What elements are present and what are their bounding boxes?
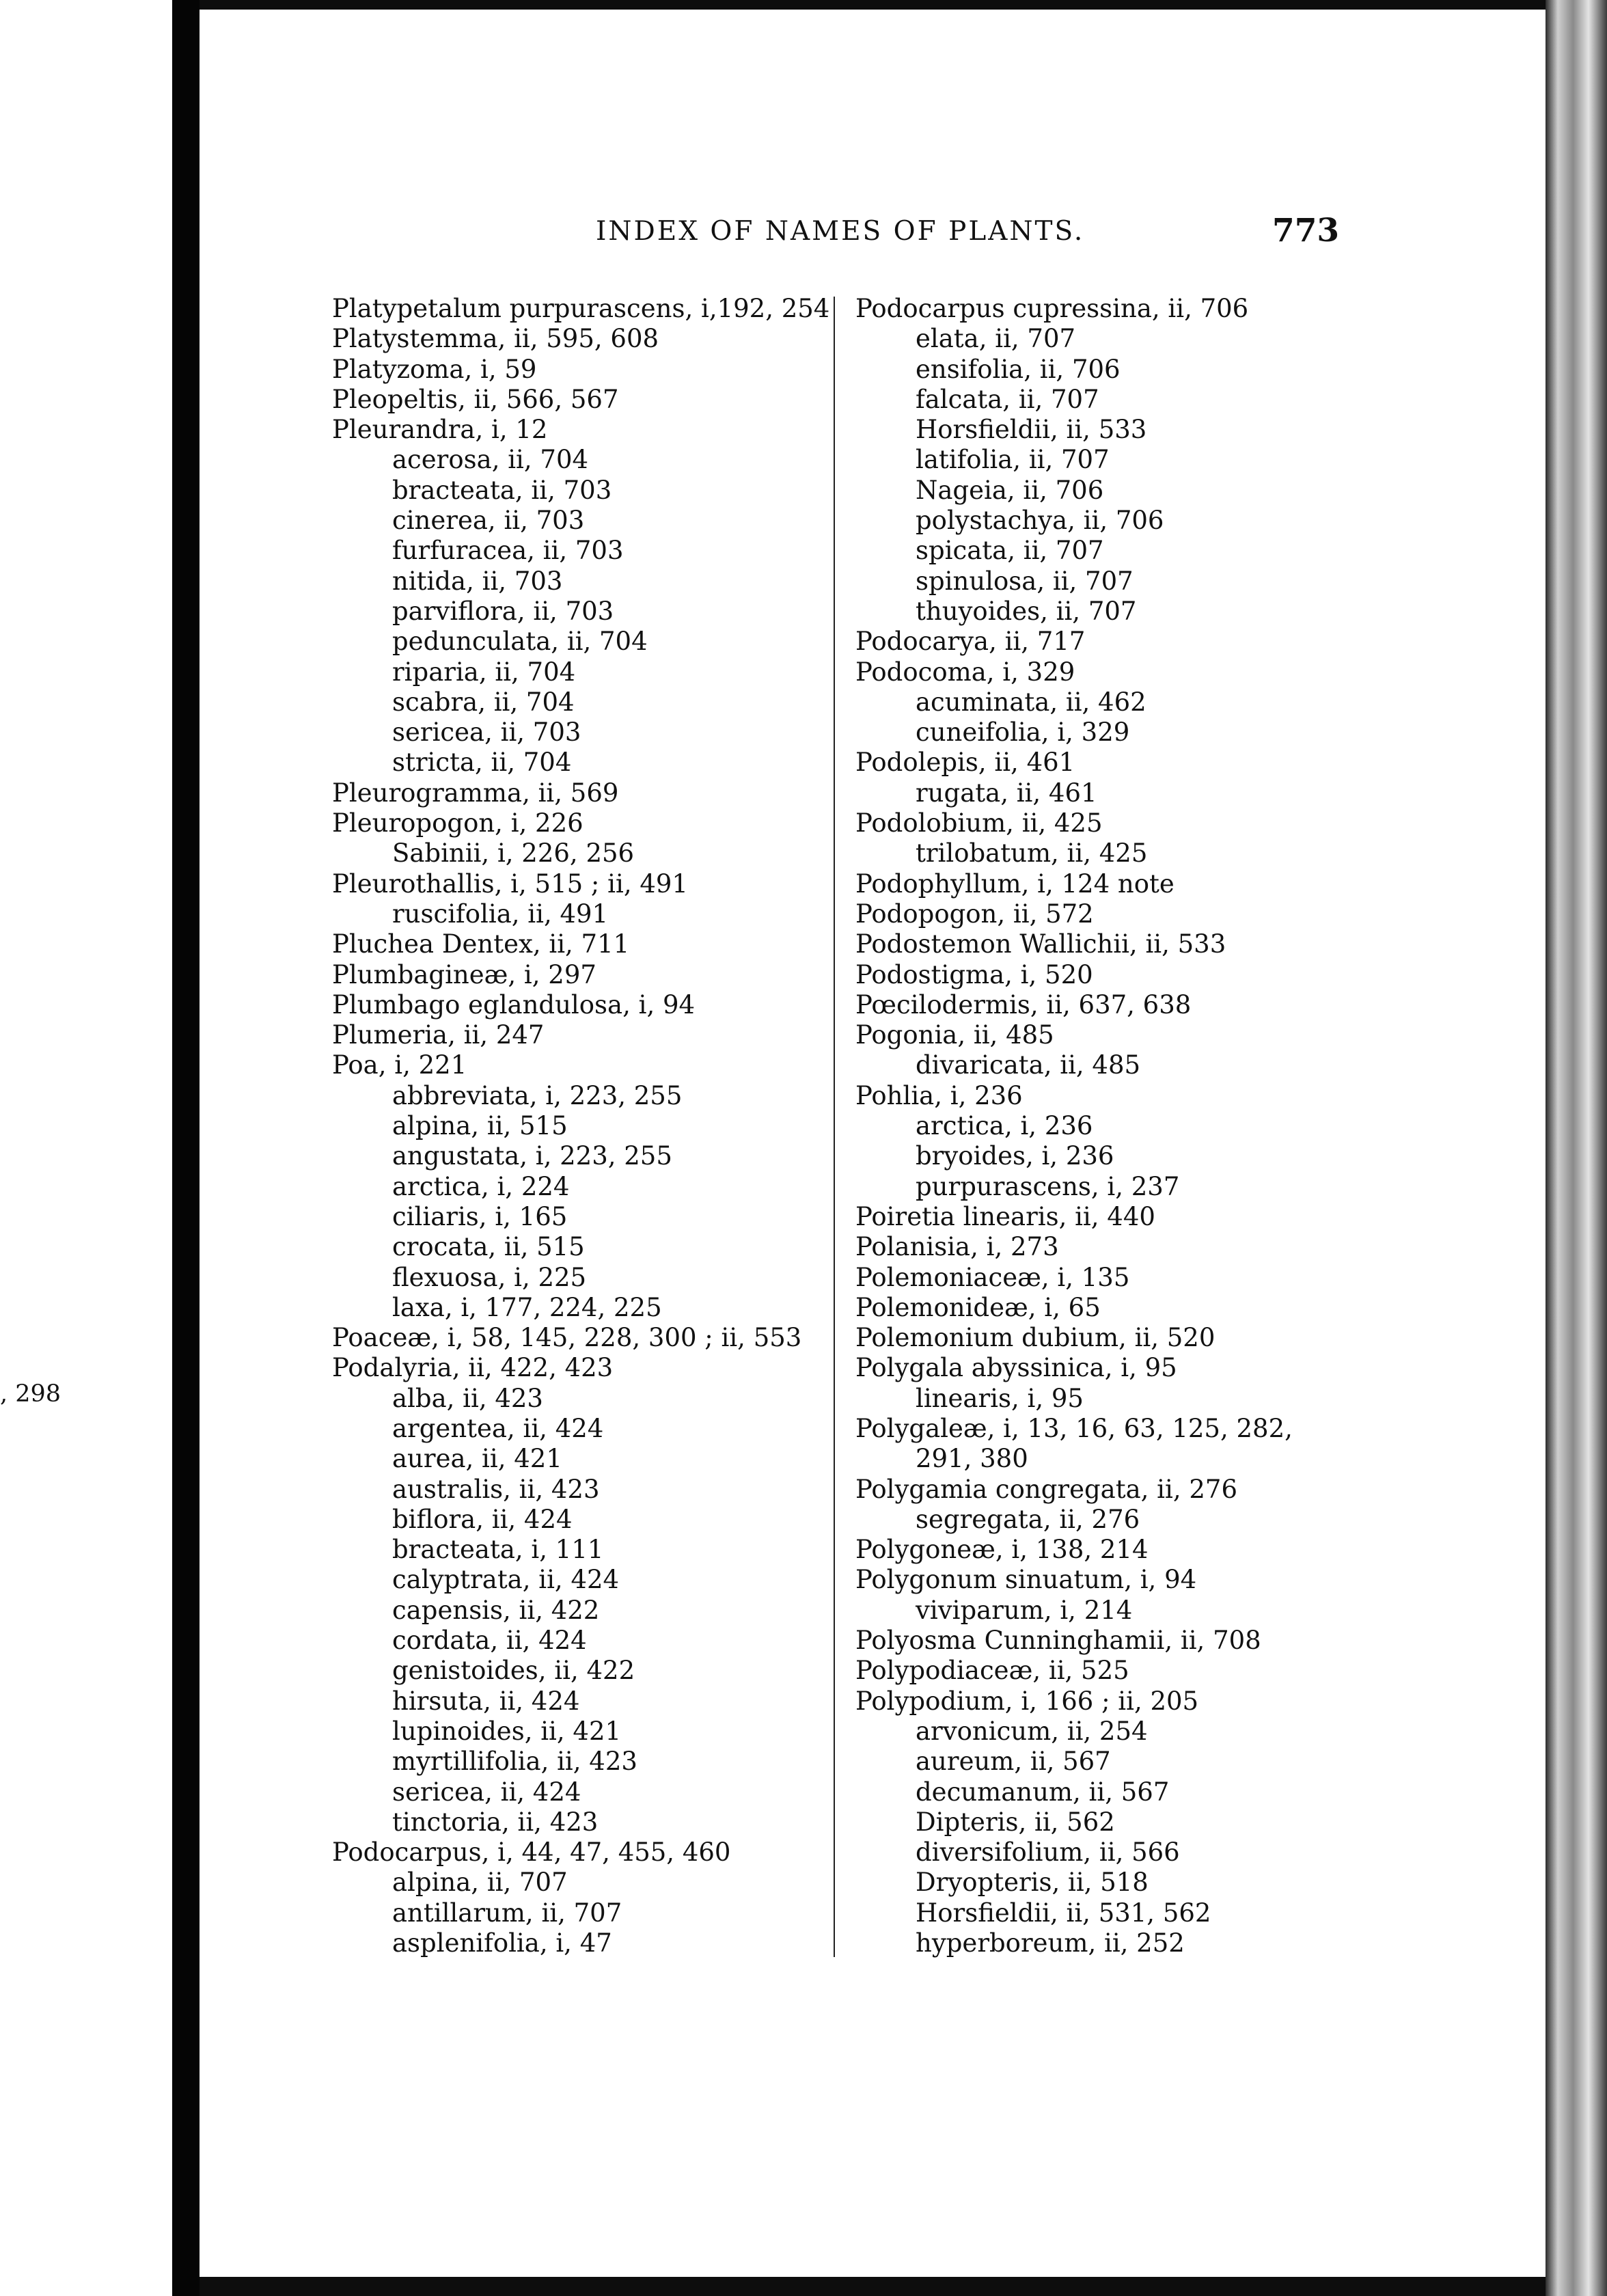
- index-subentry: cinerea, ii, 703: [392, 506, 585, 536]
- index-subentry: 291, 380: [916, 1444, 1028, 1474]
- index-entry: Polypodium, i, 166 ; ii, 205: [855, 1686, 1199, 1716]
- index-entry: Podocarpus, i, 44, 47, 455, 460: [332, 1837, 731, 1868]
- index-entry: Pleurogramma, ii, 569: [332, 778, 619, 808]
- index-subentry: flexuosa, i, 225: [392, 1262, 587, 1292]
- index-subentry: calyptrata, ii, 424: [392, 1565, 620, 1595]
- index-subentry: bracteata, i, 111: [392, 1535, 604, 1565]
- index-entry: Podalyria, ii, 422, 423: [332, 1353, 614, 1383]
- index-subentry: spicata, ii, 707: [916, 536, 1104, 566]
- index-subentry: sericea, ii, 424: [392, 1777, 581, 1807]
- index-subentry: decumanum, ii, 567: [916, 1777, 1170, 1807]
- index-entry: Plumbago eglandulosa, i, 94: [332, 989, 696, 1020]
- index-entry: Pohlia, i, 236: [855, 1080, 1023, 1110]
- index-entry: Poiretia linearis, ii, 440: [855, 1201, 1155, 1231]
- index-column-right: [855, 294, 1388, 1958]
- index-entry: Polygonum sinuatum, i, 94: [855, 1565, 1197, 1595]
- index-subentry: alpina, ii, 515: [392, 1111, 568, 1141]
- index-subentry: tinctoria, ii, 423: [392, 1807, 599, 1837]
- index-subentry: capensis, ii, 422: [392, 1595, 600, 1625]
- index-subentry: viviparum, i, 214: [916, 1595, 1133, 1625]
- facing-page: [0, 0, 172, 2296]
- index-subentry: arctica, i, 224: [392, 1171, 570, 1201]
- index-subentry: spinulosa, ii, 707: [916, 566, 1134, 596]
- index-subentry: ruscifolia, ii, 491: [392, 899, 609, 929]
- index-subentry: hyperboreum, ii, 252: [916, 1928, 1185, 1958]
- index-entry: Pleuropogon, i, 226: [332, 808, 583, 838]
- index-subentry: cuneifolia, i, 329: [916, 718, 1130, 748]
- index-entry: Polyosma Cunninghamii, ii, 708: [855, 1626, 1261, 1656]
- index-page: [200, 10, 1546, 2277]
- index-entry: Podostemon Wallichii, ii, 533: [855, 929, 1226, 959]
- index-entry: Podocoma, i, 329: [855, 657, 1075, 687]
- index-subentry: hirsuta, ii, 424: [392, 1686, 580, 1716]
- index-subentry: asplenifolia, i, 47: [392, 1928, 612, 1958]
- index-entry: Pleurandra, i, 12: [332, 415, 548, 445]
- index-entry: Poa, i, 221: [332, 1050, 467, 1080]
- page-edge: [1546, 0, 1607, 2296]
- index-subentry: aurea, ii, 421: [392, 1444, 562, 1474]
- index-entry: Podolepis, ii, 461: [855, 748, 1075, 778]
- index-subentry: riparia, ii, 704: [392, 657, 576, 687]
- index-subentry: antillarum, ii, 707: [392, 1898, 622, 1928]
- index-subentry: trilobatum, ii, 425: [916, 838, 1148, 869]
- index-subentry: alpina, ii, 707: [392, 1868, 568, 1898]
- index-subentry: latifolia, ii, 707: [916, 445, 1110, 475]
- index-subentry: crocata, ii, 515: [392, 1232, 585, 1262]
- index-subentry: divaricata, ii, 485: [916, 1050, 1141, 1080]
- index-entry: Polygamia congregata, ii, 276: [855, 1474, 1237, 1504]
- index-subentry: linearis, i, 95: [916, 1383, 1084, 1413]
- index-subentry: thuyoides, ii, 707: [916, 596, 1137, 626]
- index-entry: Polemoniaceæ, i, 135: [855, 1262, 1130, 1292]
- index-entry: Polygaleæ, i, 13, 16, 63, 125, 282,: [855, 1413, 1293, 1443]
- index-subentry: biflora, ii, 424: [392, 1504, 573, 1534]
- book-gutter: [172, 0, 200, 2296]
- index-entry: Podocarya, ii, 717: [855, 627, 1086, 657]
- index-subentry: myrtillifolia, ii, 423: [392, 1747, 637, 1777]
- index-subentry: bracteata, ii, 703: [392, 475, 612, 505]
- index-subentry: segregata, ii, 276: [916, 1504, 1140, 1534]
- index-subentry: lupinoides, ii, 421: [392, 1716, 622, 1746]
- index-entry: Pœcilodermis, ii, 637, 638: [855, 989, 1192, 1020]
- index-entry: Platypetalum purpurascens, i,192, 254: [332, 294, 830, 323]
- index-subentry: sericea, ii, 703: [392, 718, 581, 748]
- index-subentry: bryoides, i, 236: [916, 1141, 1114, 1171]
- index-entry: Polypodiaceæ, ii, 525: [855, 1656, 1129, 1686]
- index-entry: Polygoneæ, i, 138, 214: [855, 1535, 1149, 1565]
- index-subentry: arvonicum, ii, 254: [916, 1716, 1148, 1746]
- facing-page-fragment: , 298: [0, 1380, 61, 1408]
- index-subentry: cordata, ii, 424: [392, 1626, 587, 1656]
- index-entry: Plumeria, ii, 247: [332, 1020, 545, 1050]
- index-entry: Poaceæ, i, 58, 145, 228, 300 ; ii, 553: [332, 1323, 802, 1353]
- index-subentry: polystachya, ii, 706: [916, 506, 1164, 536]
- index-subentry: nitida, ii, 703: [392, 566, 563, 596]
- index-subentry: laxa, i, 177, 224, 225: [392, 1292, 662, 1322]
- index-subentry: scabra, ii, 704: [392, 687, 575, 717]
- page-number: 773: [1272, 212, 1340, 249]
- index-subentry: angustata, i, 223, 255: [392, 1141, 672, 1171]
- index-subentry: Dryopteris, ii, 518: [916, 1868, 1149, 1898]
- index-entry: Pogonia, ii, 485: [855, 1020, 1054, 1050]
- index-entry: Platyzoma, i, 59: [332, 354, 537, 384]
- index-entry: Polanisia, i, 273: [855, 1232, 1059, 1262]
- index-entry: Pleurothallis, i, 515 ; ii, 491: [332, 869, 688, 899]
- index-entry: Polemonideæ, i, 65: [855, 1292, 1101, 1322]
- index-subentry: ciliaris, i, 165: [392, 1201, 568, 1231]
- index-subentry: Dipteris, ii, 562: [916, 1807, 1115, 1837]
- index-subentry: Nageia, ii, 706: [916, 475, 1104, 505]
- index-subentry: elata, ii, 707: [916, 324, 1076, 354]
- index-subentry: australis, ii, 423: [392, 1474, 600, 1504]
- index-subentry: acerosa, ii, 704: [392, 445, 589, 475]
- index-subentry: arctica, i, 236: [916, 1111, 1093, 1141]
- index-entry: Podostigma, i, 520: [855, 959, 1093, 989]
- index-subentry: genistoides, ii, 422: [392, 1656, 635, 1686]
- index-subentry: Sabinii, i, 226, 256: [392, 838, 635, 869]
- index-subentry: aureum, ii, 567: [916, 1747, 1111, 1777]
- index-entry: Polygala abyssinica, i, 95: [855, 1353, 1177, 1383]
- index-entry: Pluchea Dentex, ii, 711: [332, 929, 630, 959]
- index-subentry: argentea, ii, 424: [392, 1413, 604, 1443]
- index-entry: Pleopeltis, ii, 566, 567: [332, 384, 619, 414]
- index-entry: Podolobium, ii, 425: [855, 808, 1103, 838]
- index-subentry: rugata, ii, 461: [916, 778, 1097, 808]
- index-column-left: [332, 294, 844, 1958]
- index-subentry: Horsfieldii, ii, 533: [916, 415, 1147, 445]
- index-subentry: furfuracea, ii, 703: [392, 536, 624, 566]
- index-subentry: falcata, ii, 707: [916, 384, 1099, 414]
- index-subentry: diversifolium, ii, 566: [916, 1837, 1180, 1868]
- index-entry: Podopogon, ii, 572: [855, 899, 1094, 929]
- column-divider: [834, 297, 835, 1957]
- index-entry: Plumbagineæ, i, 297: [332, 959, 596, 989]
- index-entry: Polemonium dubium, ii, 520: [855, 1323, 1215, 1353]
- index-subentry: alba, ii, 423: [392, 1383, 543, 1413]
- index-subentry: ensifolia, ii, 706: [916, 354, 1121, 384]
- index-subentry: purpurascens, i, 237: [916, 1171, 1180, 1201]
- running-head: INDEX OF NAMES OF PLANTS.: [596, 216, 1085, 247]
- index-subentry: parviflora, ii, 703: [392, 596, 614, 626]
- index-subentry: Horsfieldii, ii, 531, 562: [916, 1898, 1211, 1928]
- index-entry: Platystemma, ii, 595, 608: [332, 324, 659, 354]
- index-subentry: stricta, ii, 704: [392, 748, 572, 778]
- index-subentry: acuminata, ii, 462: [916, 687, 1146, 717]
- index-subentry: pedunculata, ii, 704: [392, 627, 648, 657]
- index-entry: Podocarpus cupressina, ii, 706: [855, 294, 1249, 323]
- index-subentry: abbreviata, i, 223, 255: [392, 1080, 683, 1110]
- index-entry: Podophyllum, i, 124 note: [855, 869, 1175, 899]
